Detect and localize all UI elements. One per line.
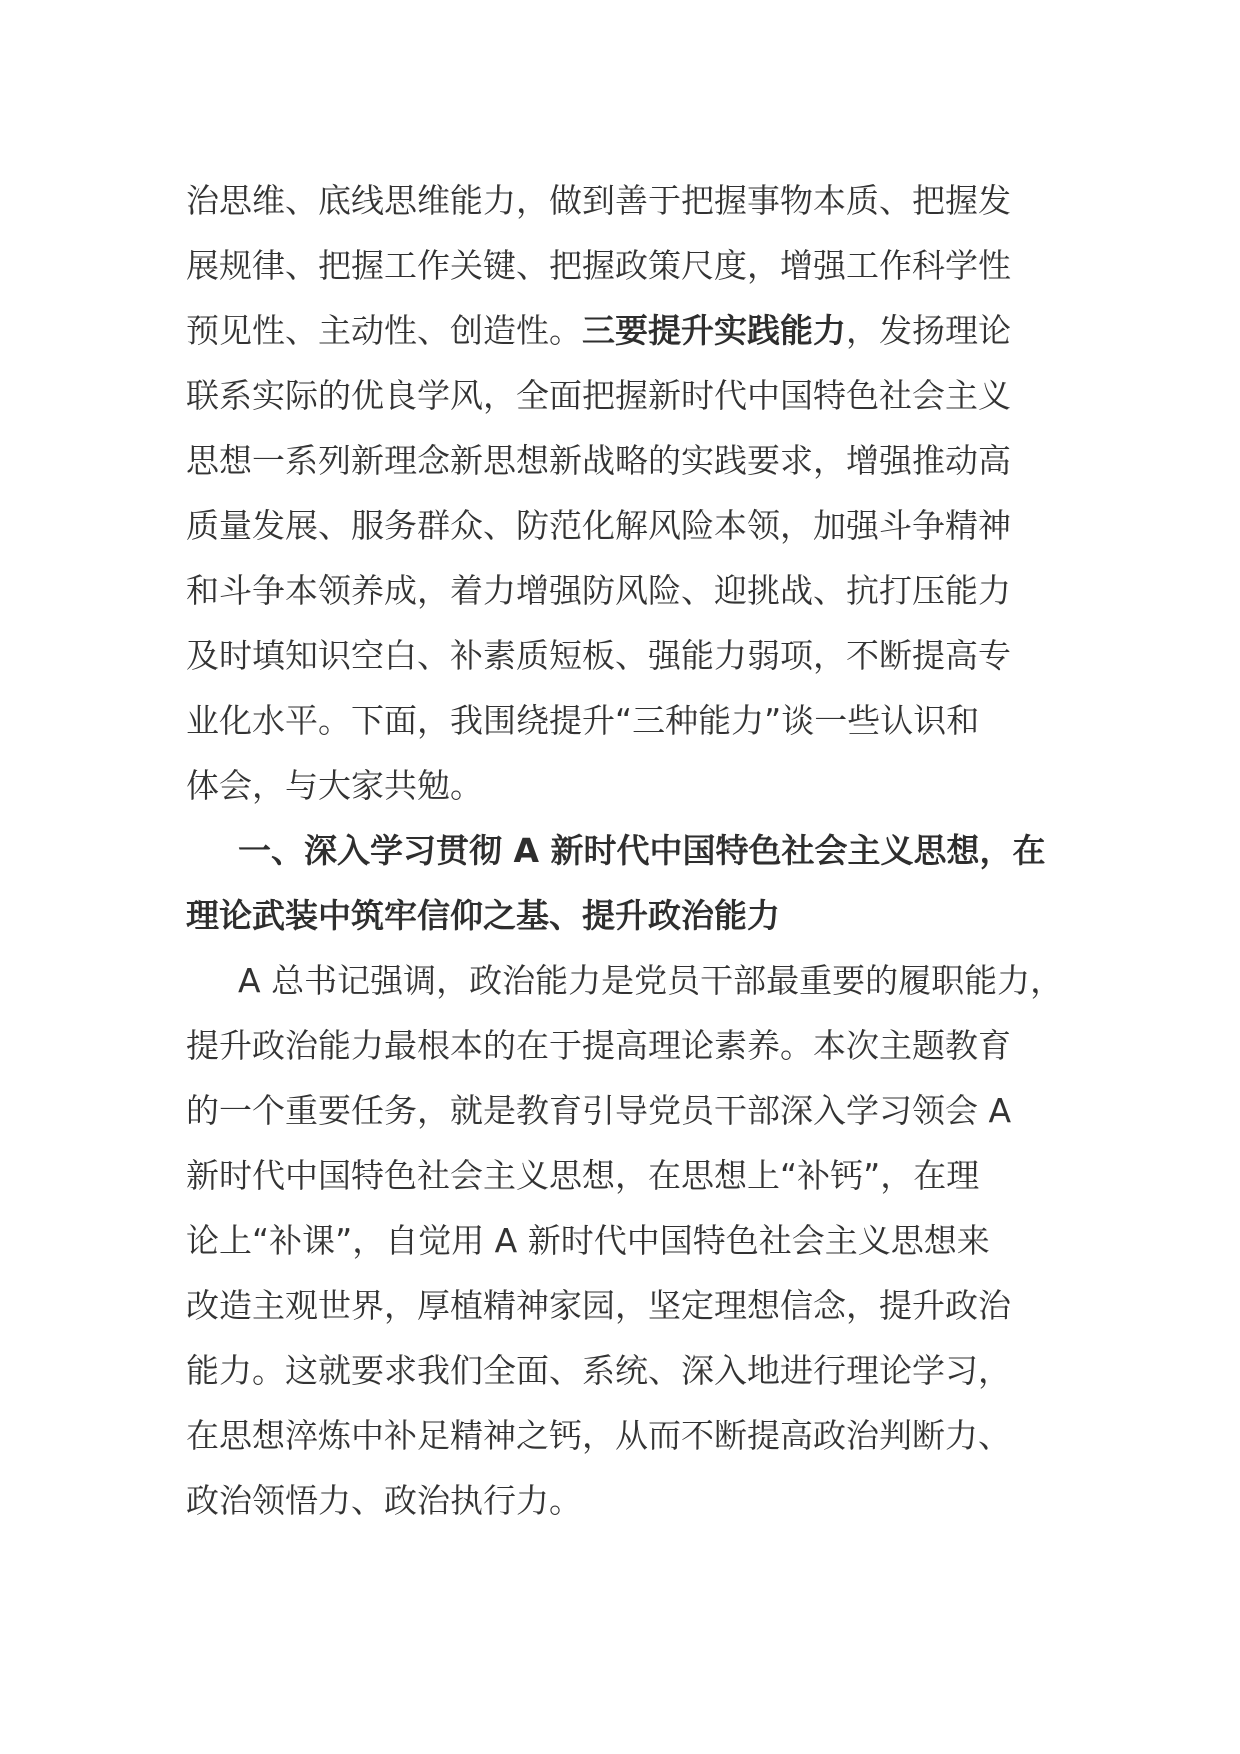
bold-phrase: 三要提升实践能力 [582,311,846,350]
paragraph-continuation [186,168,1066,818]
text-line: 的一个重要任务，就是教育引导党员干部深入学习领会 A [186,1091,1012,1130]
text-line: A 总书记强调，政治能力是党员干部最重要的履职能力， [238,961,1064,1000]
text-line: 提升政治能力最根本的在于提高理论素养。本次主题教育 [186,1026,1011,1065]
paragraph [186,948,1066,1533]
text-line: 政治领悟力、政治执行力。 [186,1481,582,1520]
text-line: 及时填知识空白、补素质短板、强能力弱项，不断提高专 [186,636,1011,675]
text-line: 论上“补课”，自觉用 A 新时代中国特色社会主义思想来 [186,1221,990,1260]
text-line: 新时代中国特色社会主义思想，在思想上“补钙”，在理 [186,1156,980,1195]
section-heading [186,818,1066,948]
text-line: 改造主观世界，厚植精神家园，坚定理想信念，提升政治 [186,1286,1011,1325]
text-segment: ，发扬理论 [846,311,1011,350]
text-line: 体会，与大家共勉。 [186,766,483,805]
text-line: 业化水平。下面，我围绕提升“三种能力”谈一些认识和 [186,701,980,740]
heading-line: 一、深入学习贯彻 A 新时代中国特色社会主义思想，在 [238,831,1046,870]
text-line: 质量发展、服务群众、防范化解风险本领，加强斗争精神 [186,506,1011,545]
text-line: 能力。这就要求我们全面、系统、深入地进行理论学习， [186,1351,1011,1390]
text-line: 思想一系列新理念新思想新战略的实践要求，增强推动高 [186,441,1011,480]
text-line: 展规律、把握工作关键、把握政策尺度，增强工作科学性 [186,246,1011,285]
heading-line: 理论武装中筑牢信仰之基、提升政治能力 [186,896,780,935]
text-line: 治思维、底线思维能力，做到善于把握事物本质、把握发 [186,181,1011,220]
text-line: 在思想淬炼中补足精神之钙，从而不断提高政治判断力、 [186,1416,1011,1455]
document-body [186,168,1066,1533]
text-line [186,298,1066,363]
text-line: 和斗争本领养成，着力增强防风险、迎挑战、抗打压能力 [186,571,1011,610]
text-segment: 预见性、主动性、创造性。 [186,311,582,350]
text-line: 联系实际的优良学风，全面把握新时代中国特色社会主义 [186,376,1011,415]
